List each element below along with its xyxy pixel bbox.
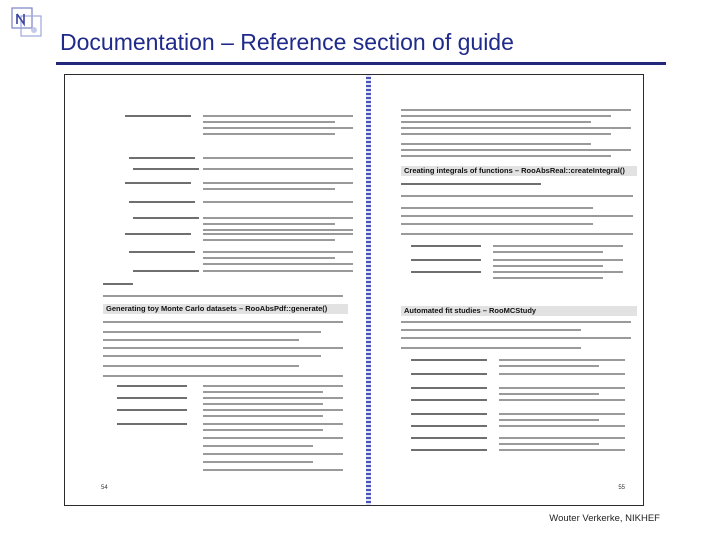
text-line [401, 347, 581, 349]
text-line [401, 207, 593, 209]
text-line [499, 373, 625, 375]
text-line [203, 270, 353, 272]
text-line [493, 245, 623, 247]
text-line [203, 391, 323, 393]
text-line [493, 271, 623, 273]
text-line [401, 109, 631, 111]
text-line [203, 385, 343, 387]
text-line [129, 251, 195, 253]
text-line [493, 251, 603, 253]
text-line [203, 461, 313, 463]
text-line [493, 277, 603, 279]
left-page [65, 75, 366, 505]
text-line [499, 437, 625, 439]
text-line [125, 115, 191, 117]
text-line [499, 359, 625, 361]
text-line [203, 469, 343, 471]
text-line [203, 239, 335, 241]
text-line [103, 283, 133, 285]
text-line [103, 375, 343, 377]
text-line [203, 415, 323, 417]
text-line [411, 449, 487, 451]
text-line [499, 419, 599, 421]
text-line [103, 347, 343, 349]
text-line [203, 437, 343, 439]
text-line [103, 321, 343, 323]
text-line [401, 223, 593, 225]
text-line [401, 183, 541, 185]
text-line [117, 385, 187, 387]
text-line [133, 168, 199, 170]
text-line [203, 409, 343, 411]
text-line [203, 157, 353, 159]
text-line [117, 397, 187, 399]
text-line [411, 413, 487, 415]
text-line [499, 425, 625, 427]
text-line [499, 365, 599, 367]
text-line [411, 387, 487, 389]
text-line [493, 265, 603, 267]
text-line [401, 321, 631, 323]
text-line [401, 127, 631, 129]
text-line [203, 182, 353, 184]
text-line [411, 359, 487, 361]
text-line [411, 245, 481, 247]
text-line [499, 399, 625, 401]
text-line [103, 295, 343, 297]
text-line [103, 339, 299, 341]
text-line [499, 443, 599, 445]
text-line [203, 223, 335, 225]
text-line [117, 423, 187, 425]
text-line [203, 263, 353, 265]
text-line [203, 133, 335, 135]
text-line [125, 233, 191, 235]
guide-spread [64, 74, 644, 506]
text-line [411, 373, 487, 375]
text-line [117, 409, 187, 411]
text-line [203, 201, 353, 203]
text-line [499, 449, 625, 451]
text-line [401, 195, 633, 197]
text-line [411, 399, 487, 401]
text-line [203, 397, 343, 399]
text-line [401, 115, 611, 117]
title-underline [56, 62, 666, 65]
text-line [203, 115, 353, 117]
text-line [401, 329, 581, 331]
text-line [133, 270, 199, 272]
text-line [411, 259, 481, 261]
text-line [203, 168, 353, 170]
text-line [203, 429, 323, 431]
text-line [103, 331, 321, 333]
text-line [203, 121, 335, 123]
text-line [203, 257, 335, 259]
text-line [129, 201, 195, 203]
text-line [203, 127, 353, 129]
slide-footer: Wouter Verkerke, NIKHEF [549, 513, 660, 524]
text-line [103, 355, 321, 357]
nikhef-logo-icon [10, 6, 46, 42]
text-line [401, 149, 631, 151]
text-line [203, 403, 323, 405]
text-line [401, 233, 633, 235]
slide-title: Documentation – Reference section of guide [60, 29, 514, 55]
text-line [129, 157, 195, 159]
section-heading: Generating toy Monte Carlo datasets – RooAbsPdf::generate() [103, 304, 348, 314]
text-line [401, 155, 611, 157]
text-line [203, 188, 335, 190]
text-line [499, 393, 599, 395]
page-number: 54 [101, 485, 108, 491]
text-line [203, 229, 353, 231]
text-line [125, 182, 191, 184]
text-line [203, 217, 353, 219]
text-line [203, 233, 353, 235]
text-line [499, 387, 625, 389]
text-line [103, 365, 299, 367]
page-number: 55 [618, 485, 625, 491]
text-line [401, 143, 591, 145]
text-line [203, 445, 313, 447]
section-heading: Automated fit studies – RooMCStudy [401, 306, 637, 316]
text-line [411, 437, 487, 439]
text-line [401, 121, 591, 123]
text-line [401, 337, 631, 339]
text-line [203, 453, 343, 455]
text-line [401, 133, 611, 135]
text-line [401, 215, 633, 217]
text-line [133, 217, 199, 219]
text-line [203, 423, 343, 425]
text-line [499, 413, 625, 415]
text-line [411, 271, 481, 273]
text-line [203, 251, 353, 253]
section-heading: Creating integrals of functions – RooAbsReal::createIntegral() [401, 166, 637, 176]
text-line [411, 425, 487, 427]
text-line [493, 259, 623, 261]
right-page [371, 75, 643, 505]
